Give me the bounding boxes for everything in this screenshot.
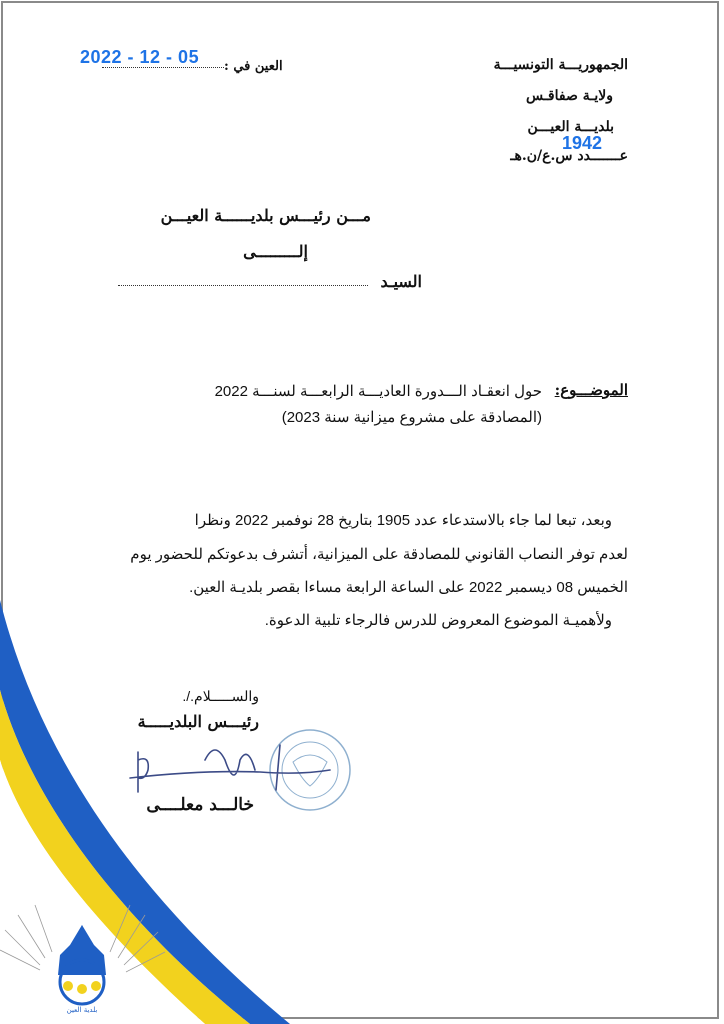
address-from: مـــن رئيـــس بلديــــــة العيـــن	[160, 206, 371, 225]
header-ref-label: عـــــــدد س.ع/ن.هـ	[510, 148, 628, 164]
subject-line-2: (المصادقة على مشروع ميزانية سنة 2023)	[281, 409, 542, 426]
header-republic: الجمهوريـــة التونسيـــة	[493, 57, 628, 73]
closing-salutation: والســـــلام./.	[182, 688, 259, 704]
ref-number-stamp: 1942	[562, 133, 603, 153]
body-line-3: الخميس 08 ديسمبر 2022 على الساعة الرابعة مساءا بقصر بلديـة العين.	[189, 579, 628, 596]
body-line-1: وبعد، تبعا لما جاء بالاستدعاء عدد 1905 بتاريخ 28 نوفمبر 2022 ونظرا	[194, 512, 612, 529]
subject-label: الموضـــوع:	[554, 381, 628, 399]
address-sayed: السيـد	[380, 272, 422, 291]
body-line-2: لعدم توفر النصاب القانوني للمصادقة على الميزانية، أتشرف بدعوتكم للحضور يوم	[130, 546, 628, 563]
header-governorate: ولايـة صفاقـس	[525, 88, 613, 104]
address-to: إلـــــــــى	[243, 242, 308, 261]
closing-title: رئيـــس البلديـــــة	[137, 712, 259, 731]
signatory-name: خالـــد معلــــى	[146, 795, 254, 815]
header-municipality: بلديـــة العيـــن	[527, 119, 614, 135]
date-stamp: 2022 - 12 - 05	[80, 47, 200, 67]
date-label: العين في :	[224, 59, 283, 74]
body-line-4: ولأهميـة الموضوع المعروض للدرس فالرجاء تلبية الدعوة.	[264, 612, 612, 629]
subject-line-1: حول انعقـاد الـــدورة العاديـــة الرابعـــة لسنـــة 2022	[214, 383, 542, 400]
svg-text:بلدية العين: بلدية العين	[66, 1006, 98, 1014]
